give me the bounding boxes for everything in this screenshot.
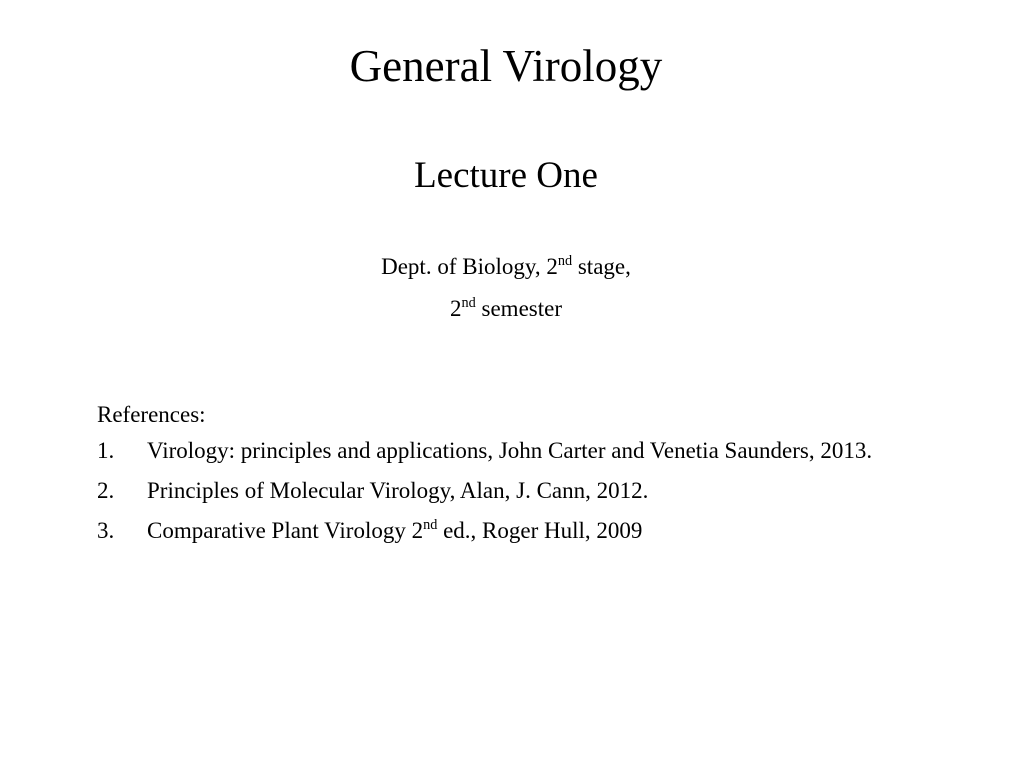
department-line [0,252,1012,282]
department-text: Dept. of Biology, 2 [381,254,558,279]
department-stage-text: stage, [572,254,631,279]
semester-number: 2 [450,296,462,321]
reference-item [97,514,897,548]
reference-number: 3. [97,518,115,543]
semester-ordinal-suffix: nd [461,295,476,312]
reference-item [97,434,897,468]
semester-text: semester [475,296,562,321]
department-ordinal-suffix: nd [557,253,573,270]
reference-item [97,474,897,508]
reference-text: Principles of Molecular Virology, Alan, J. Cann, 2012. [147,478,649,503]
reference-text: Comparative Plant Virology 2 [147,518,424,543]
semester-line [0,294,1012,324]
references-section [97,398,897,554]
slide-subtitle: Lecture One [414,155,598,196]
reference-text-continued: ed., Roger Hull, 2009 [437,518,643,543]
reference-text: Virology: principles and applications, John Carter and Venetia Saunders, 2013. [147,438,873,463]
slide-title: General Virology [349,41,663,91]
reference-number: 1. [97,438,115,463]
references-heading: References: [97,402,206,427]
reference-number: 2. [97,478,115,503]
reference-ordinal-suffix: nd [423,517,438,534]
